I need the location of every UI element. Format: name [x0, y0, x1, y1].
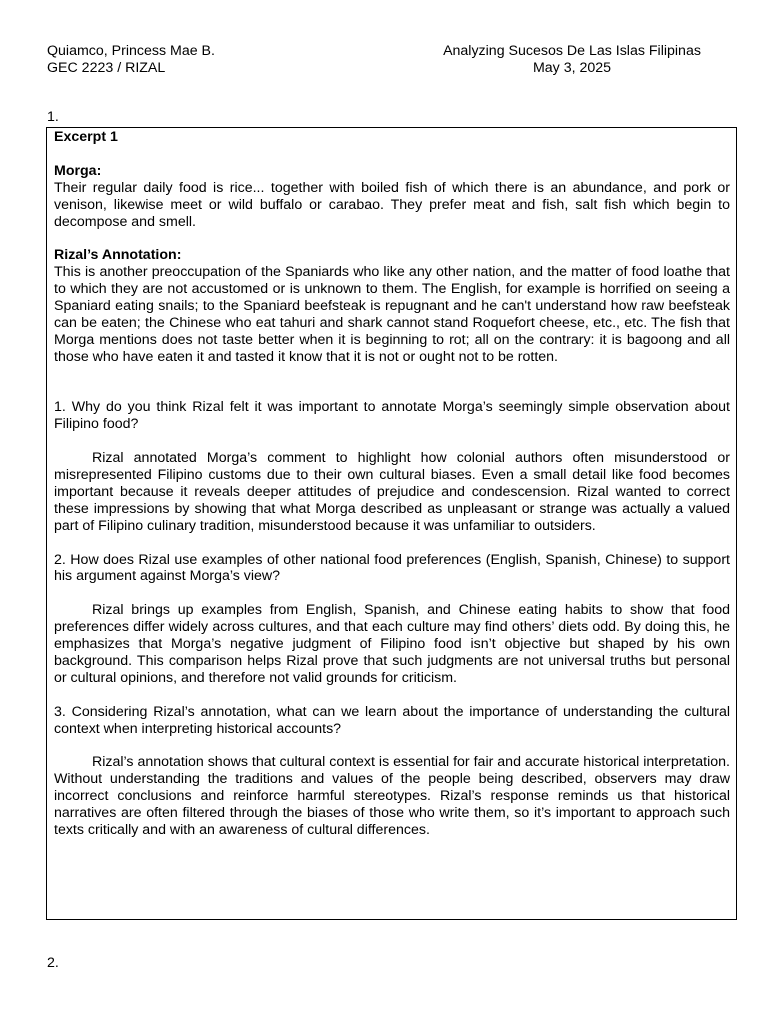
rizal-annotation-text: This is another preoccupation of the Spaniards who like any other nation, and the matter of food loathe that to which they are not accustomed or is unknown to them. The English, for example is horrified on seeing a Spaniard eating snails; to the Spaniard beefsteak is repugnant and he can't understand how raw beefsteak can be eaten; the Chinese who eat tahuri and shark cannot stand Roquefort cheese, etc., etc. The fish that Morga mentions does not taste better when it is beginning to rot; all on the contrary: it is bagoong and all those who have eaten it and tasted it know that it is not or ought not to be rotten. [54, 264, 730, 365]
spacer [54, 535, 730, 552]
document-title: Analyzing Sucesos De Las Islas Filipinas [443, 43, 701, 59]
spacer [54, 738, 730, 755]
question-2: 2. How does Rizal use examples of other national food preferences (English, Spanish, Chinese) to support his argument against Morga’s view? [54, 551, 730, 585]
excerpt-content [54, 129, 730, 839]
morga-text: Their regular daily food is rice... together with boiled fish of which there is an abundance, and pork or venison, likewise meet or wild buffalo or carabao. They prefer meat and fish, salt fish which begin to decompose and smell. [54, 179, 730, 230]
spacer [54, 687, 730, 704]
spacer [54, 146, 730, 163]
answer-1: Rizal annotated Morga’s comment to highlight how colonial authors often misunderstood or misrepresented Filipino customs due to their own cultural biases. Even a small detail like food becomes important because it reveals deeper attitudes of prejudice and condescension. Rizal wanted to correct these impressions by showing that what Morga described as unpleasant or strange was actually a valued part of Filipino culinary tradition, misunderstood because it was unfamiliar to outsiders. [54, 450, 730, 534]
item-number-1: 1. [47, 109, 59, 125]
course-code: GEC 2223 / RIZAL [47, 60, 166, 76]
rizal-annotation-label: Rizal’s Annotation: [54, 247, 182, 264]
spacer [54, 230, 730, 247]
spacer [54, 433, 730, 450]
answer-3: Rizal’s annotation shows that cultural context is essential for fair and accurate historical interpretation. Without understanding the traditions and values of the people being described, observers may draw incorrect conclusions and reinforce harmful stereotypes. Rizal’s response reminds us that historical narratives are often filtered through the biases of those who write them, so it’s important to approach such texts critically and with an awareness of cultural differences. [54, 754, 730, 839]
header-right [410, 43, 734, 77]
answer-2: Rizal brings up examples from English, Spanish, and Chinese eating habits to show that food preferences differ widely across cultures, and that each culture may find others’ diets odd. By doing this, he emphasizes that Morga’s negative judgment of Filipino food isn’t objective but shaped by his own background. This comparison helps Rizal prove that such judgments are not universal truths but personal or cultural opinions, and therefore not valid grounds for criticism. [54, 602, 730, 686]
item-number-2: 2. [47, 955, 59, 971]
morga-label: Morga: [54, 162, 102, 179]
header-left [47, 43, 215, 77]
author-name: Quiamco, Princess Mae B. [47, 43, 215, 59]
document-date: May 3, 2025 [532, 60, 612, 76]
spacer [54, 366, 730, 400]
excerpt-box [46, 127, 737, 920]
question-1: 1. Why do you think Rizal felt it was important to annotate Morga’s seemingly simple observation about Filipino food? [54, 399, 730, 433]
question-3: 3. Considering Rizal’s annotation, what can we learn about the importance of understanding the cultural context when interpreting historical accounts? [54, 703, 730, 737]
spacer [54, 585, 730, 602]
excerpt-heading: Excerpt 1 [54, 129, 118, 145]
